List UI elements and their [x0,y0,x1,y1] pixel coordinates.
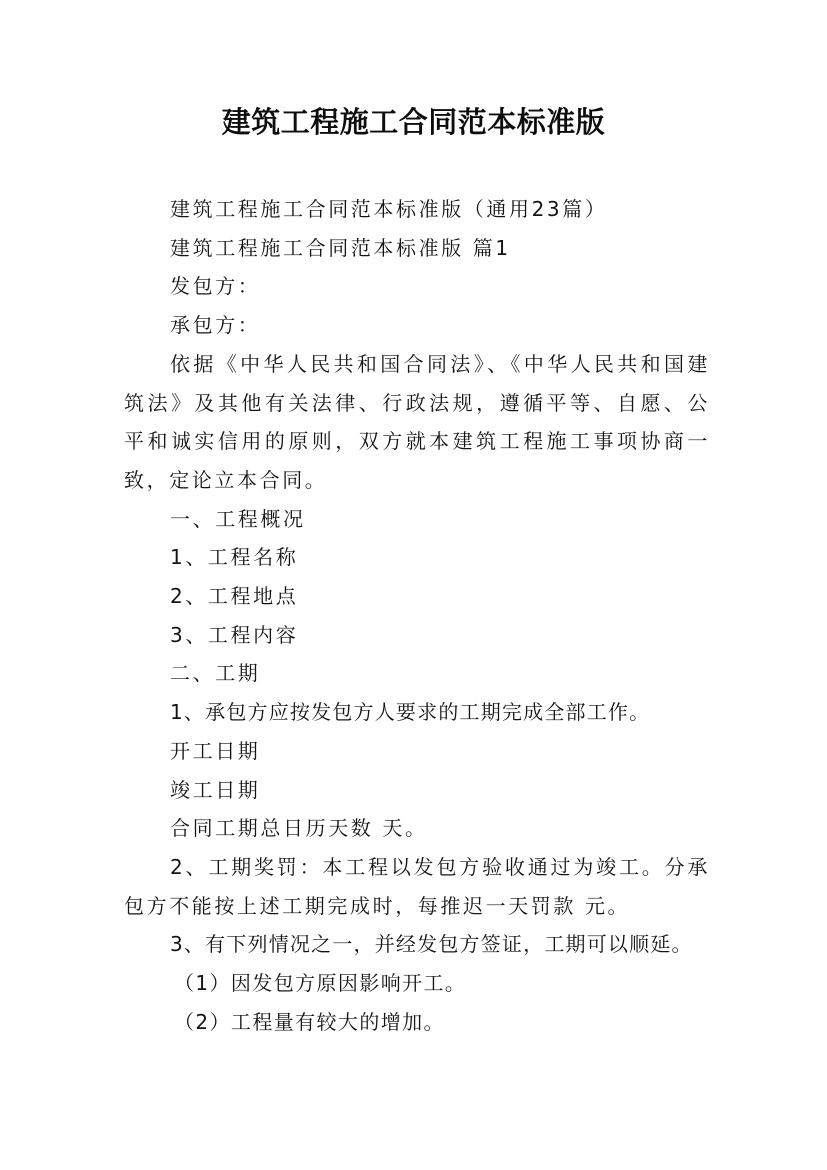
paragraph-project-content: 3、工程内容 [170,622,299,647]
paragraph-duration-heading: 二、工期 [170,661,261,686]
paragraph-item-2: （2）工程量有较大的增加。 [174,1009,445,1034]
paragraph-item-1: （1）因发包方原因影响开工。 [174,971,467,996]
paragraph-subtitle: 建筑工程施工合同范本标准版（通用23篇） [170,197,608,221]
paragraph-project-location: 2、工程地点 [170,584,299,609]
paragraph-total-days: 合同工期总日历天数 天。 [170,816,428,841]
paragraph-duration-clause-3: 3、有下列情况之一，并经发包方签证，工期可以顺延。 [170,932,693,957]
paragraph-preamble: 依据《中华人民共和国合同法》、《中华人民共和国建筑法》及其他有关法律、行政法规，遵循平等、自愿、公平和诚实信用的原则，双方就本建筑工程施工事项协商一致，定论立本合同。 [124,351,710,492]
paragraph-contractor: 承包方： [170,313,261,338]
document-title: 建筑工程施工合同范本标准版 [221,105,606,139]
paragraph-duration-clause-2: 2、工期奖罚：本工程以发包方验收通过为竣工。分承包方不能按上述工期完成时，每推迟一天罚款 元。 [124,854,710,918]
document-body [124,190,710,1041]
paragraph-project-name: 1、工程名称 [170,545,299,570]
paragraph-employer: 发包方： [170,274,261,299]
paragraph-start-date: 开工日期 [170,738,261,763]
paragraph-section-heading: 建筑工程施工合同范本标准版 篇1 [170,235,511,260]
paragraph-project-overview: 一、工程概况 [170,506,306,531]
paragraph-completion-date: 竣工日期 [170,777,261,802]
paragraph-duration-clause-1: 1、承包方应按发包方人要求的工期完成全部工作。 [170,700,651,725]
